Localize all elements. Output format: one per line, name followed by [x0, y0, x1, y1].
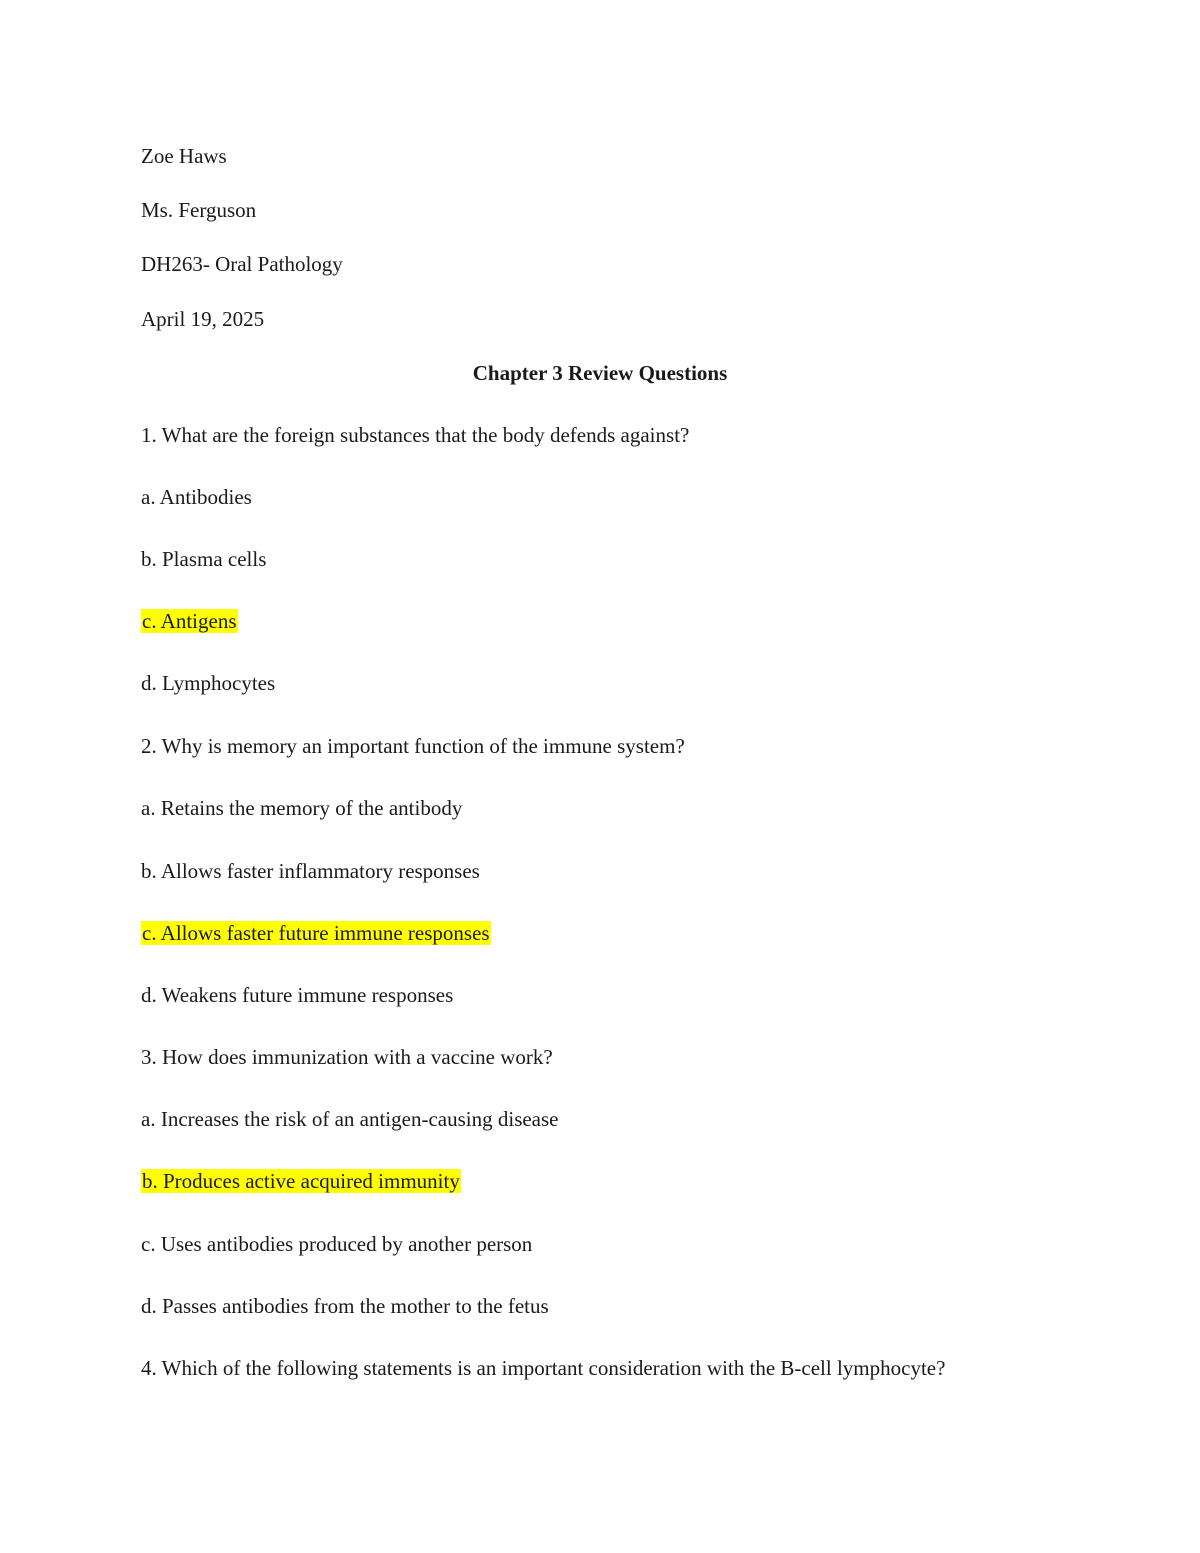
question-3: 3. How does immunization with a vaccine work? [141, 1045, 553, 1069]
document-date: April 19, 2025 [141, 307, 265, 331]
student-name: Zoe Haws [141, 144, 227, 168]
question-1-option-a: a. Antibodies [141, 485, 252, 509]
question-2-option-d: d. Weakens future immune responses [141, 983, 454, 1007]
question-1-option-b: b. Plasma cells [141, 547, 267, 571]
question-2-option-a: a. Retains the memory of the antibody [141, 796, 463, 820]
question-3-option-a: a. Increases the risk of an antigen-causing disease [141, 1107, 559, 1131]
question-2-option-b: b. Allows faster inflammatory responses [141, 859, 480, 883]
answer-highlight: c. Allows faster future immune responses [142, 921, 490, 945]
document-title: Chapter 3 Review Questions [472, 361, 728, 385]
answer-highlight: b. Produces active acquired immunity [142, 1169, 460, 1193]
question-2-option-c [141, 920, 491, 946]
question-3-option-b [141, 1168, 461, 1194]
question-1-option-c [141, 608, 238, 634]
course-name: DH263- Oral Pathology [141, 252, 343, 276]
question-3-option-d: d. Passes antibodies from the mother to the fetus [141, 1294, 549, 1318]
question-3-option-c: c. Uses antibodies produced by another person [141, 1232, 533, 1256]
question-1: 1. What are the foreign substances that the body defends against? [141, 423, 690, 447]
instructor-name: Ms. Ferguson [141, 198, 257, 222]
question-2: 2. Why is memory an important function of the immune system? [141, 734, 685, 758]
question-1-option-d: d. Lymphocytes [141, 671, 276, 695]
question-4: 4. Which of the following statements is an important consideration with the B-cell lymphocyte? [141, 1356, 946, 1380]
answer-highlight: c. Antigens [142, 609, 237, 633]
